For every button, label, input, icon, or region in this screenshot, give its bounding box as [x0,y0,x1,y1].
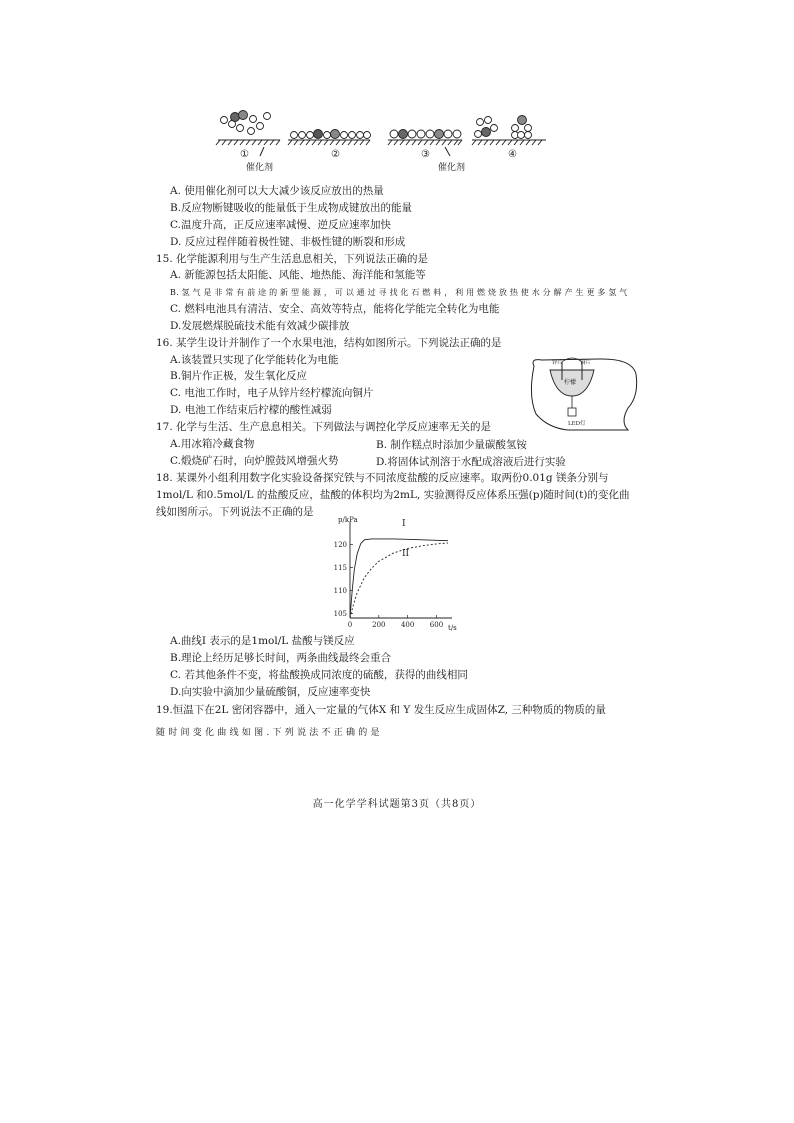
catalyst-process-figure [210,108,550,176]
q18-option-b[interactable]: B.理论上经历足够长时间，两条曲线最终会重合 [170,652,392,664]
q18-option-c[interactable]: C. 若其他条件不变，将盐酸换成同浓度的硫酸，获得的曲线相同 [170,669,468,681]
y-tick-label: 115 [333,563,347,572]
q17-option-c[interactable]: C.煅烧矿石时，向炉膛鼓风增强火势 [170,455,339,467]
q15-option-d[interactable]: D.发展燃煤脱硫技术能有效减少碳排放 [170,320,350,332]
q19-stem-line1: 19.恒温下在2L 密闭容器中，通入一定量的气体X 和 Y 发生反应生成固体Z, 三种物质的物质的量 [156,704,606,716]
q16-option-d[interactable]: D. 电池工作结束后柠檬的酸性减弱 [170,404,332,416]
lemon-label: 柠檬 [564,379,577,386]
series-line-ii [350,543,448,618]
step-label-2: ② [331,149,340,160]
step-label-4: ④ [508,149,517,160]
x-tick-label: 600 [429,621,444,629]
page-footer: 高一化学学科试题第3页（共8页） [312,799,482,810]
x-tick-label: 400 [400,621,415,629]
q18-stem-line3: 线如图所示。下列说法不正确的是 [156,506,314,518]
q17-stem: 17. 化学与生活、生产息息相关。下列做法与调控化学反应速率无关的是 [156,421,492,433]
q15-option-c[interactable]: C. 燃料电池具有清洁、安全、高效等特点，能将化学能完全转化为电能 [170,303,500,315]
series-line-i [350,539,448,618]
q15-stem: 15. 化学能源利用与生产生活息息相关，下列说法正确的是 [156,253,429,265]
step-label-3: ③ [421,149,430,160]
copper-label: 铜片 [580,360,592,366]
y-tick-label: 120 [333,540,347,549]
q14-option-c[interactable]: C.温度升高，正反应速率减慢、逆反应速率加快 [170,219,391,231]
y-tick-label: 105 [333,609,347,618]
q14-option-b[interactable]: B.反应物断键吸收的能量低于生成物成键放出的能量 [170,202,413,214]
q18-option-a[interactable]: A.曲线I 表示的是1mol/L 盐酸与镁反应 [170,635,355,647]
catalyst-label-left: 催化剂 [246,163,274,173]
series-label-ii: II [402,549,410,559]
q15-option-b[interactable]: B. 氢 气 是 非 常 有 前 途 的 新 型 能 源 ， 可 以 通 过 寻 找 化 石 燃 料 ， 利 用 燃 烧 放 热 使 水 分 解 产 生 更 多 氢 气 [170,288,628,297]
pressure-time-chart [316,512,466,634]
y-axis-label: p/kPa [338,516,358,524]
q15-option-a[interactable]: A. 新能源包括太阳能、风能、地热能、海洋能和氢能等 [170,269,426,281]
q18-option-d[interactable]: D.向实验中滴加少量硫酸铜，反应速率变快 [170,686,371,698]
zinc-label: 锌片 [552,360,564,366]
q18-stem-line1: 18. 某课外小组利用数字化实验设备探究铁与不同浓度盐酸的反应速率。取两份0.01g 镁条分别与 [156,472,609,484]
q16-option-c[interactable]: C. 电池工作时，电子从锌片经柠檬流向铜片 [170,387,374,399]
x-tick-label: 200 [372,621,386,629]
x-axis-label: t/s [448,624,457,632]
q19-stem-line2: 随 时 间 变 化 曲 线 如 图 . 下 列 说 法 不 正 确 的 是 [156,728,380,738]
q16-option-a[interactable]: A.该装置只实现了化学能转化为电能 [170,354,339,366]
q17-option-a[interactable]: A.用冰箱冷藏食物 [170,438,255,450]
led-label: LED灯 [568,421,586,427]
q14-option-a[interactable]: A. 使用催化剂可以大大减少该反应放出的热量 [170,185,384,197]
step-label-1: ① [240,149,249,160]
q17-option-b[interactable]: B. 制作糕点时添加少量碳酸氢铵 [376,439,527,451]
series-label-i: I [402,519,406,529]
q18-stem-line2: 1mol/L 和0.5mol/L 的盐酸反应，盐酸的体积均为2mL, 实验测得反应体系压强(p)随时间(t)的变化曲 [156,489,630,501]
fruit-battery-figure [528,356,640,432]
q16-option-b[interactable]: B.铜片作正极，发生氧化反应 [170,370,308,382]
q16-stem: 16. 某学生设计并制作了一个水果电池，结构如图所示。下列说法正确的是 [156,337,502,349]
q14-option-d[interactable]: D. 反应过程伴随着极性键、非极性键的断裂和形成 [170,236,406,248]
y-tick-label: 110 [333,586,347,595]
q17-option-d[interactable]: D.将固体试剂溶于水配成溶液后进行实验 [376,456,566,468]
x-tick-label: 0 [347,621,353,629]
catalyst-label-right: 催化剂 [438,163,466,173]
